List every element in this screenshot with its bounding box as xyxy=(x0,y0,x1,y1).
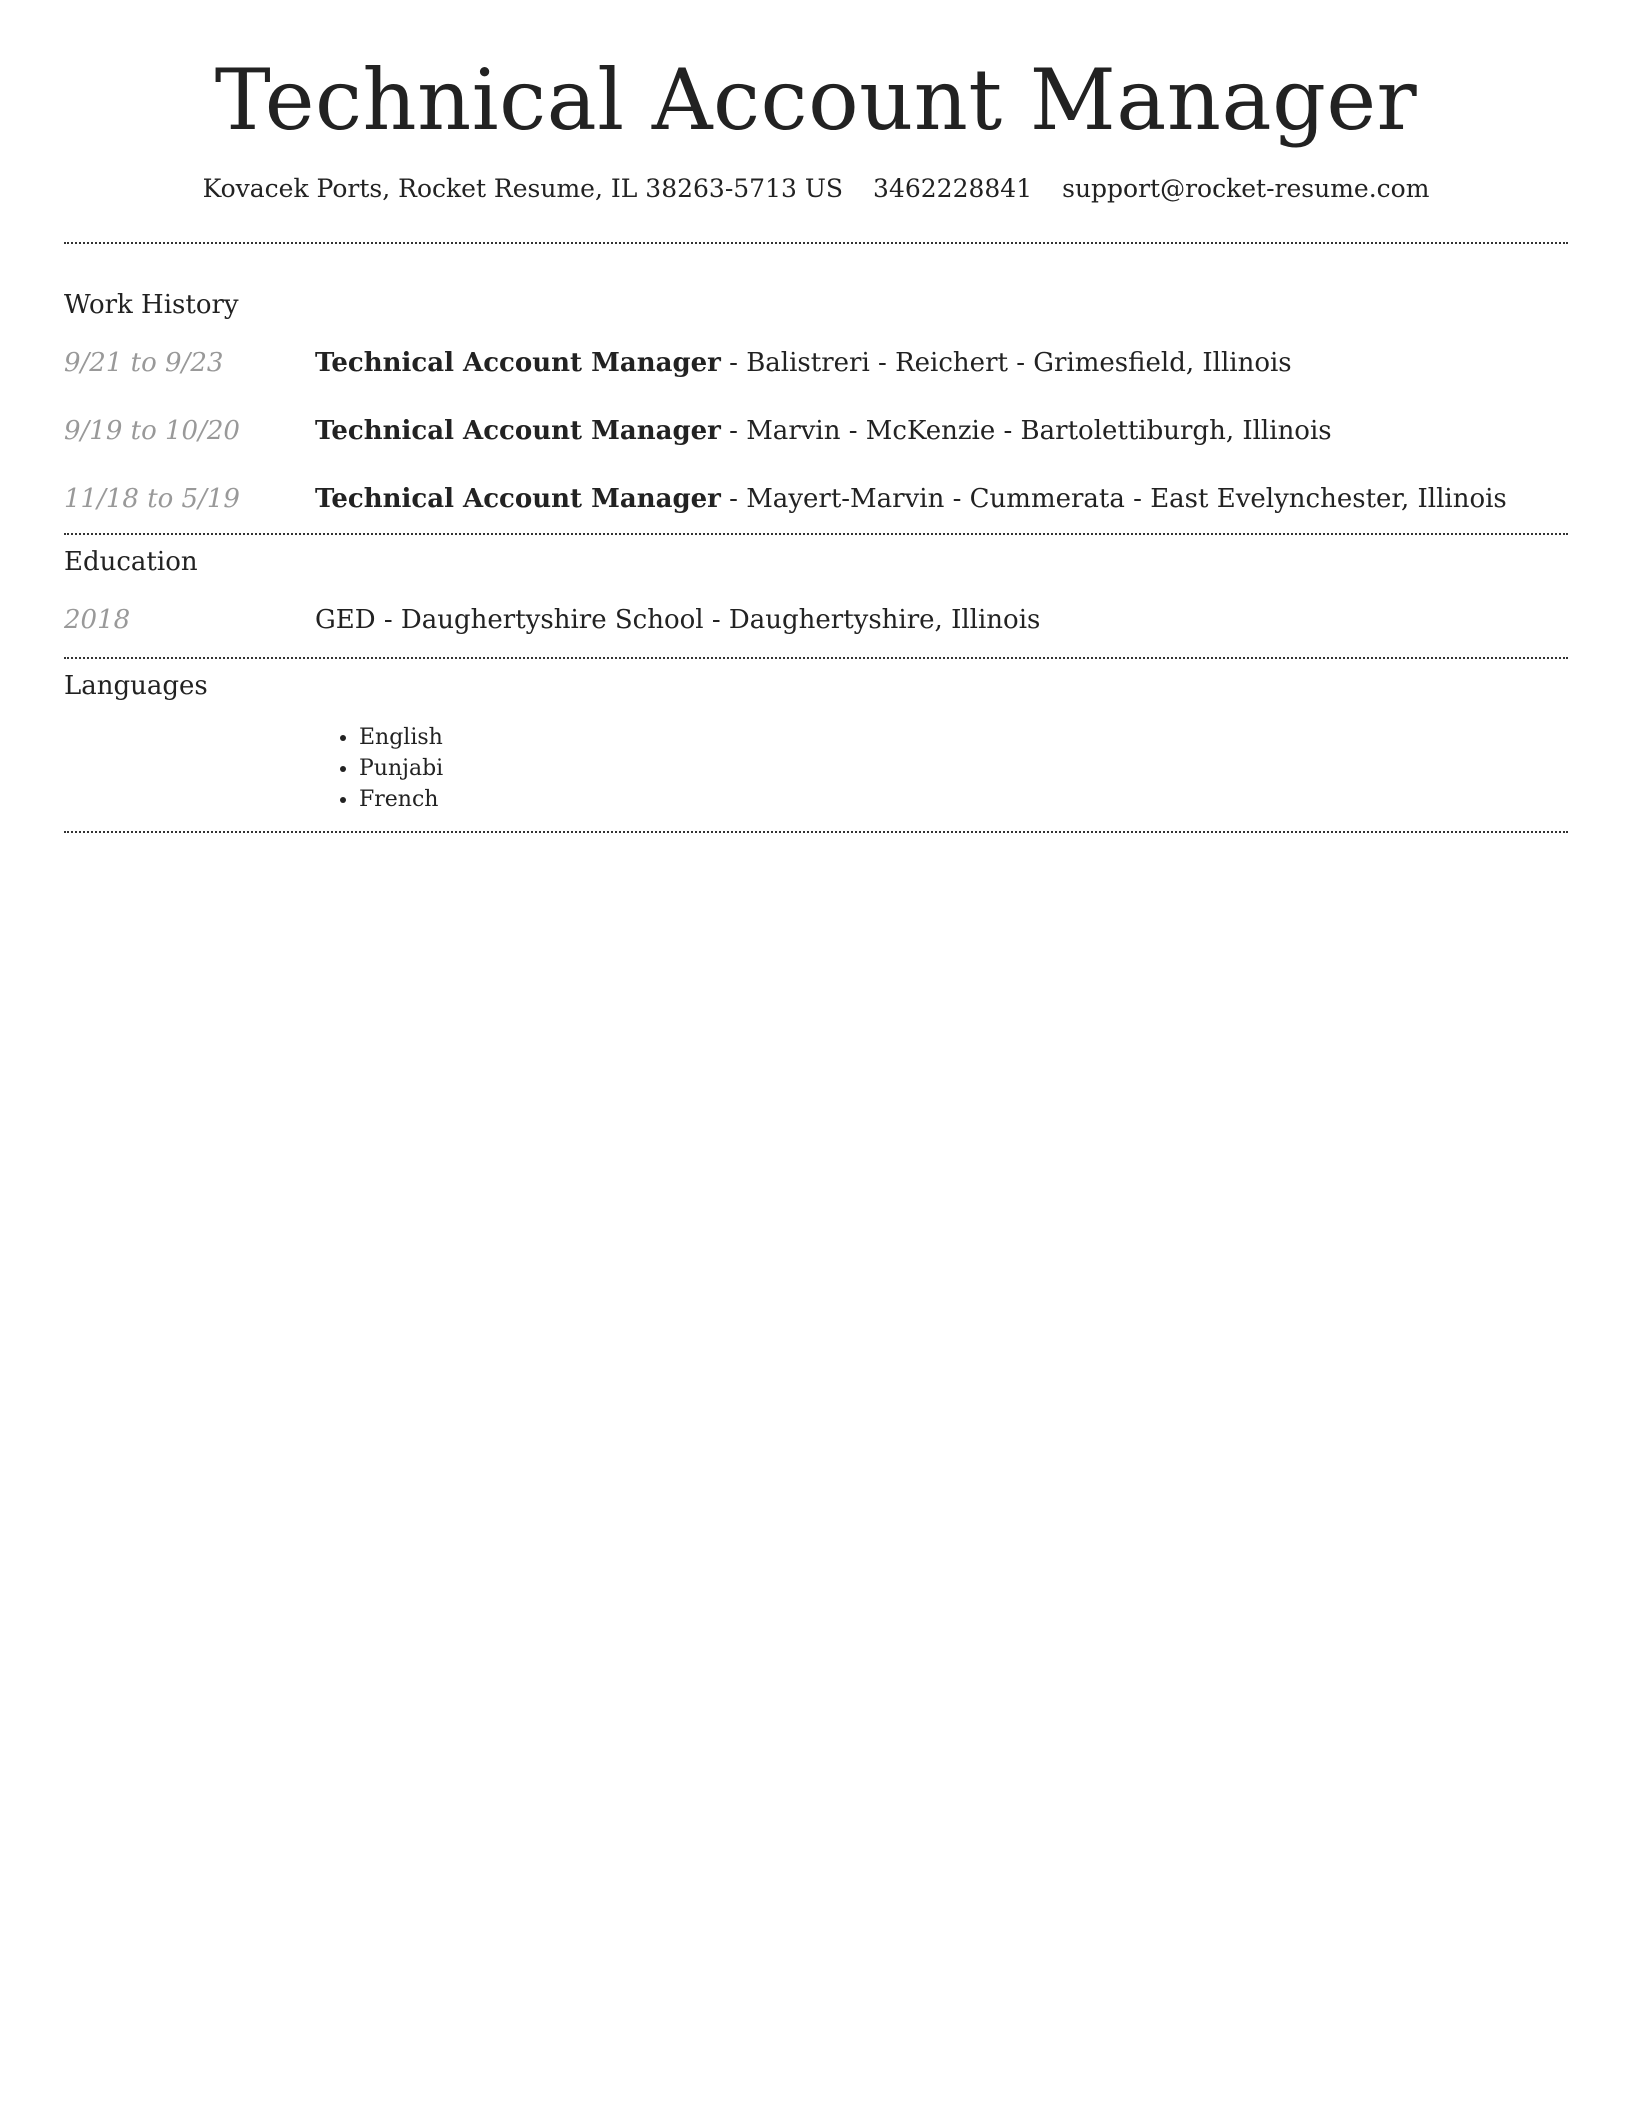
contact-phone: 3462228841 xyxy=(873,174,1033,203)
languages-section xyxy=(64,659,1568,815)
work-entry-dates: 9/19 to 10/20 xyxy=(64,416,240,446)
languages-divider xyxy=(64,831,1568,833)
work-entry-dates: 11/18 to 5/19 xyxy=(64,484,240,514)
contact-email: support@rocket-resume.com xyxy=(1062,174,1430,203)
language-item: • English xyxy=(359,722,1568,753)
work-entry-content xyxy=(315,482,1507,516)
education-section xyxy=(64,535,1568,637)
work-entry-content xyxy=(315,414,1332,448)
languages-heading: Languages xyxy=(64,671,208,701)
resume-header xyxy=(64,0,1568,206)
language-item: • Punjabi xyxy=(359,753,1568,784)
education-entry-details: - Daughertyshire School - Daughertyshire, Illinois xyxy=(375,605,1041,635)
education-entry xyxy=(64,603,1568,637)
work-entry xyxy=(64,414,1568,448)
contact-address: Kovacek Ports, Rocket Resume, IL 38263-5713 US xyxy=(202,174,844,203)
languages-list xyxy=(64,722,1568,815)
work-entry-content xyxy=(315,346,1292,380)
work-history-heading: Work History xyxy=(64,290,239,320)
work-entry-role: Technical Account Manager xyxy=(315,484,721,514)
work-entry-role: Technical Account Manager xyxy=(315,416,721,446)
work-entry-dates: 9/21 to 9/23 xyxy=(64,348,224,378)
resume-title: Technical Account Manager xyxy=(214,51,1418,149)
work-entry-role: Technical Account Manager xyxy=(315,348,721,378)
contact-line xyxy=(64,172,1568,206)
work-entry-details: - Balistreri - Reichert - Grimesfield, Illinois xyxy=(720,348,1292,378)
work-history-section xyxy=(64,244,1568,516)
work-entry xyxy=(64,482,1568,516)
education-entry-content xyxy=(315,603,1040,637)
education-entry-dates: 2018 xyxy=(64,605,131,635)
language-item: • French xyxy=(359,784,1568,815)
work-entry xyxy=(64,346,1568,380)
education-heading: Education xyxy=(64,547,198,577)
education-entry-degree: GED xyxy=(315,605,376,635)
work-entry-details: - Marvin - McKenzie - Bartolettiburgh, Illinois xyxy=(720,416,1332,446)
work-entry-details: - Mayert-Marvin - Cummerata - East Evelynchester, Illinois xyxy=(720,484,1507,514)
